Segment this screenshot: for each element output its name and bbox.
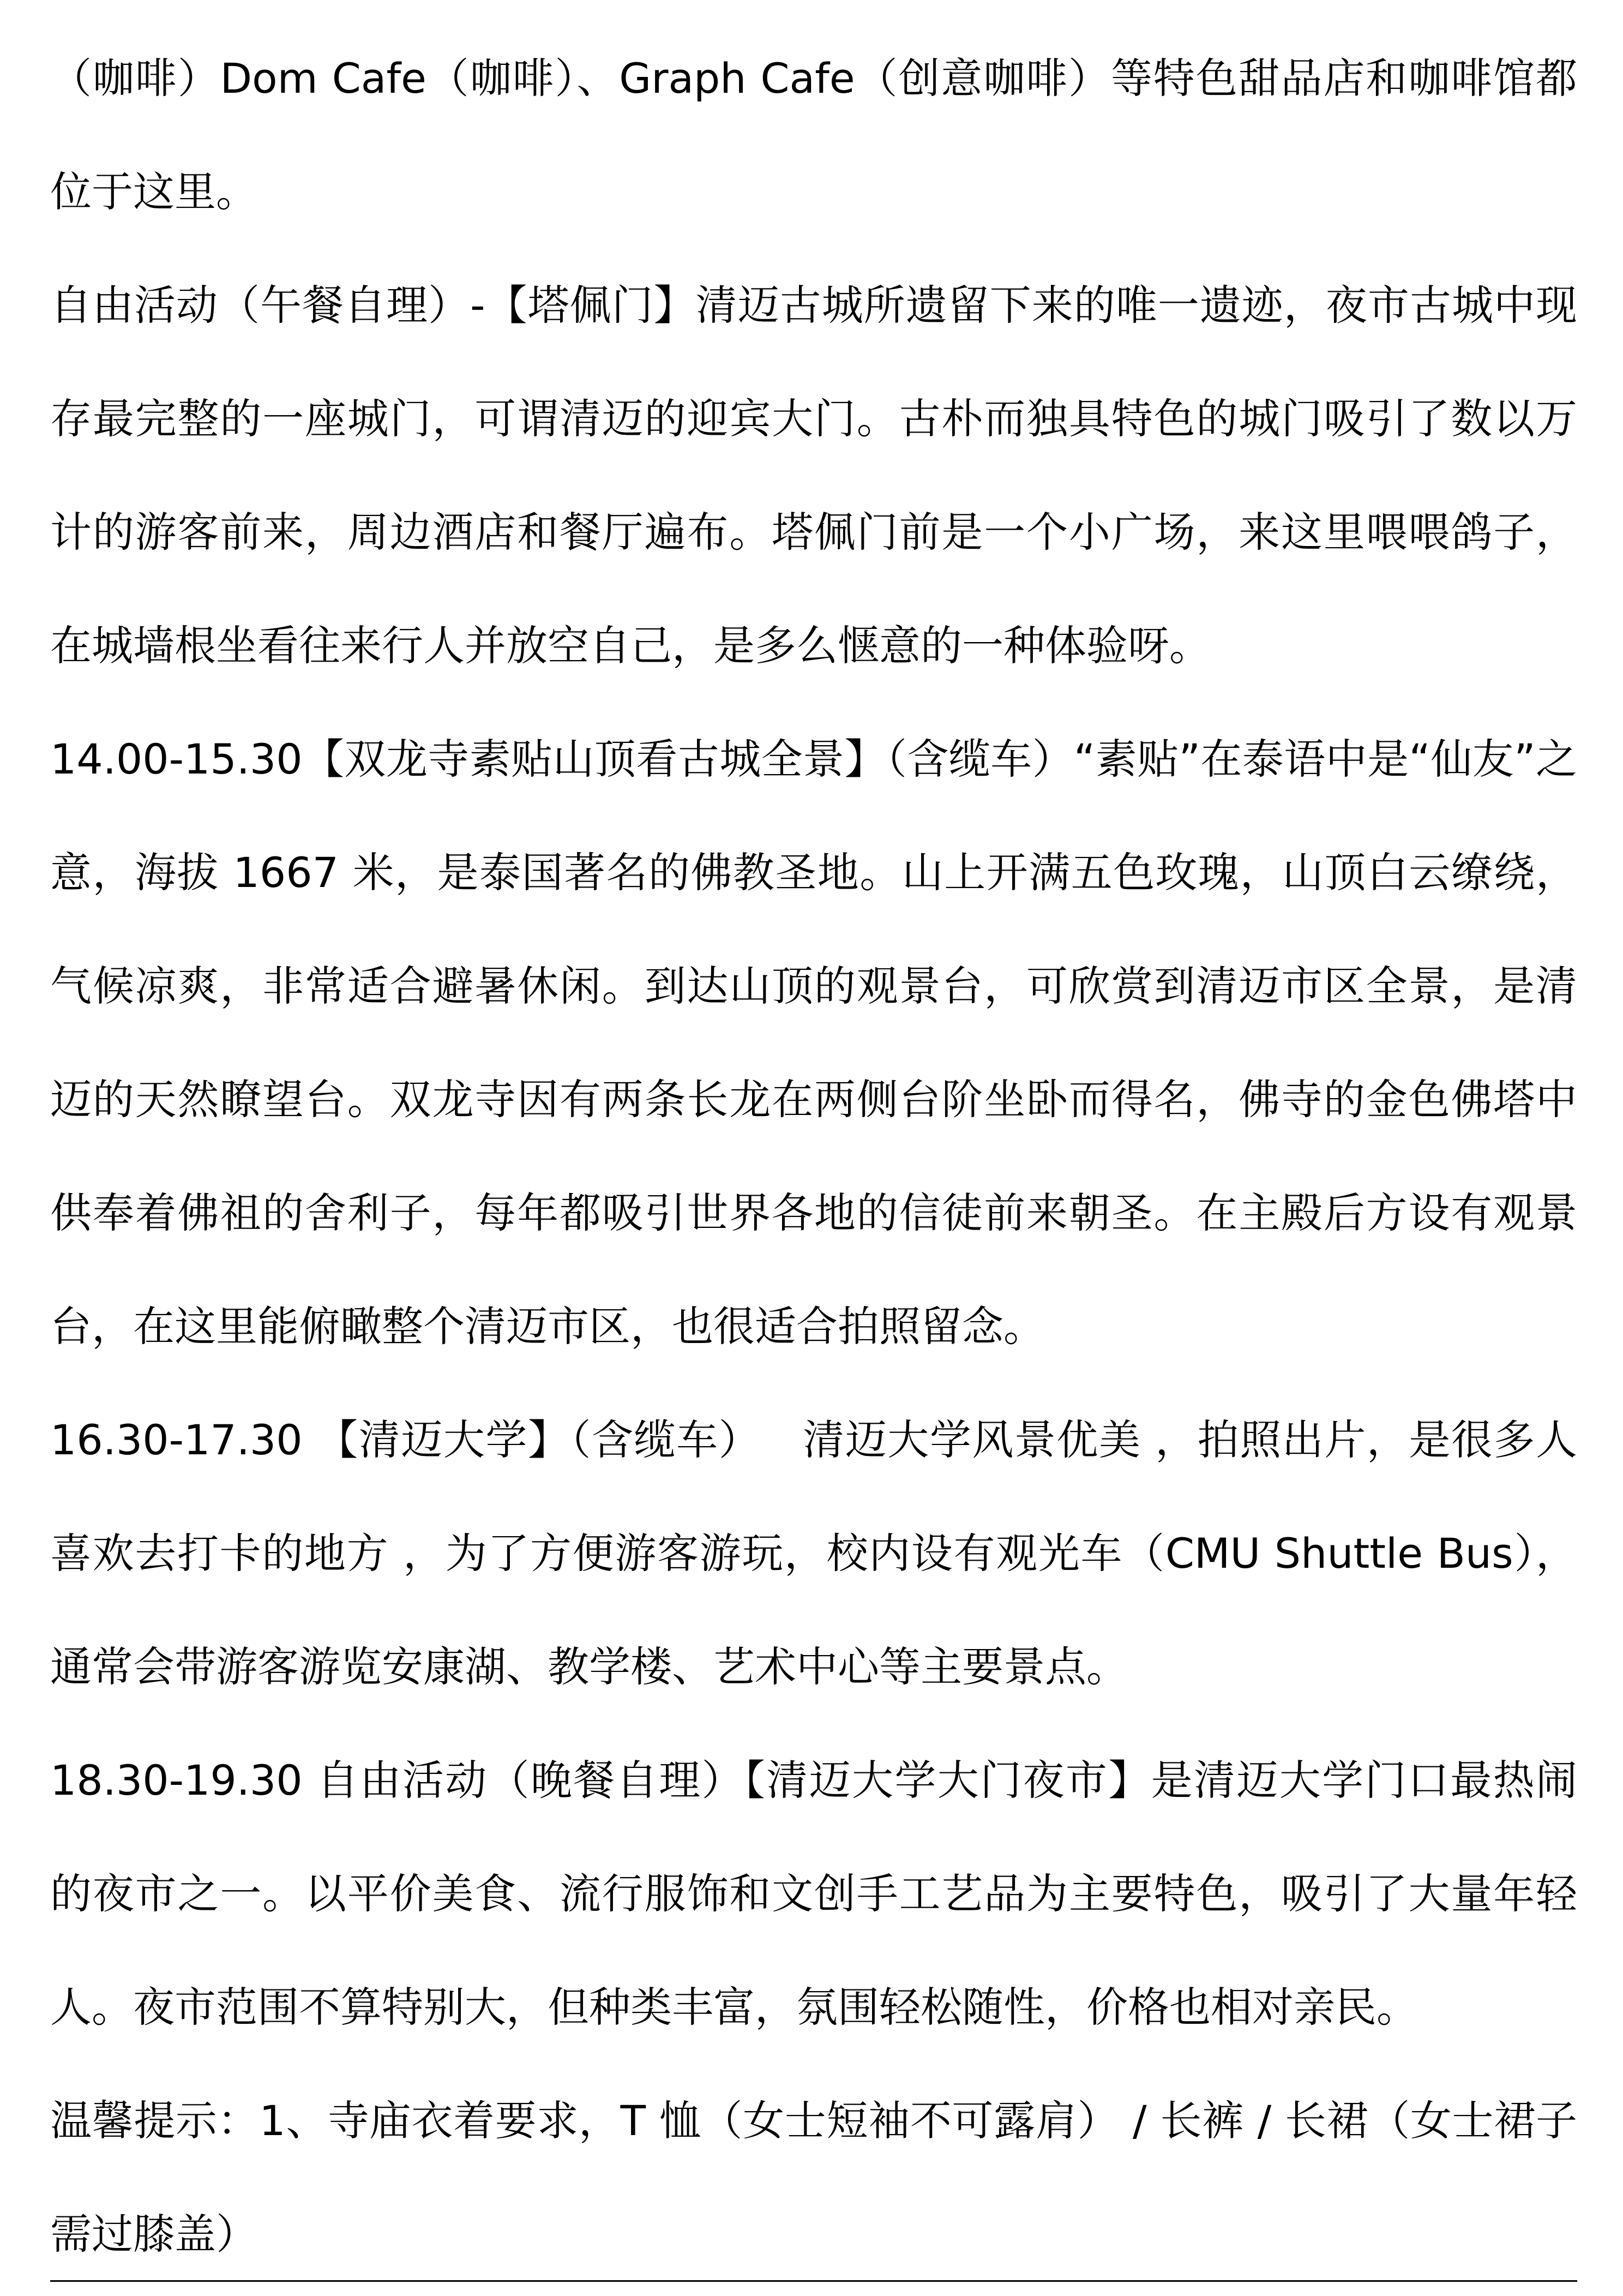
paragraph-night-market: 18.30-19.30 自由活动（晚餐自理）【清迈大学大门夜市】是清迈大学门口最热闹的夜市之一。以平价美食、流行服饰和文创手工艺品为主要特色，吸引了大量年轻人。夜市范围不算特别大，但种类丰富，氛围轻松随性，价格也相对亲民。 bbox=[50, 1756, 1577, 2031]
paragraph-tips: 温馨提示：1、寺庙衣着要求，T 恤（女士短袖不可露肩） / 长裤 / 长裙（女士裙子需过膝盖） bbox=[50, 2096, 1577, 2258]
paragraph-doi-suthep: 14.00-15.30【双龙寺素贴山顶看古城全景】（含缆车）“素贴”在泰语中是“仙友”之意，海拔 1667 米，是泰国著名的佛教圣地。山上开满五色玫瑰，山顶白云缭绕，气候凉爽，非常适合避暑休闲。到达山顶的观景台，可欣赏到清迈市区全景，是清迈的天然瞭望台。双龙寺因有两条长龙在两侧台阶坐卧而得名，佛寺的金色佛塔中供奉着佛祖的舍利子，每年都吸引世界各地的信徒前来朝圣。在主殿后方设有观景台，在这里能俯瞰整个清迈市区，也很适合拍照留念。 bbox=[50, 735, 1577, 1351]
paragraph-tha-phae-gate: 自由活动（午餐自理）-【塔佩门】清迈古城所遗留下来的唯一遗迹，夜市古城中现存最完整的一座城门，可谓清迈的迎宾大门。古朴而独具特色的城门吸引了数以万计的游客前来，周边酒店和餐厅遍布。塔佩门前是一个小广场，来这里喂喂鸽子，在城墙根坐看往来行人并放空自己，是多么惬意的一种体验呀。 bbox=[50, 281, 1577, 670]
paragraph-chiang-mai-university: 16.30-17.30 【清迈大学】（含缆车） 清迈大学风景优美 ，拍照出片，是很多人喜欢去打卡的地方 ，为了方便游客游玩，校内设有观光车（CMU Shuttle Bus），通常会带游客游览安康湖、教学楼、艺术中心等主要景点。 bbox=[50, 1416, 1577, 1691]
document-body bbox=[50, 22, 1577, 2291]
bottom-divider bbox=[50, 2280, 1577, 2282]
paragraph-cafes: （咖啡）Dom Cafe（咖啡）、Graph Cafe（创意咖啡）等特色甜品店和咖啡馆都位于这里。 bbox=[50, 54, 1577, 216]
